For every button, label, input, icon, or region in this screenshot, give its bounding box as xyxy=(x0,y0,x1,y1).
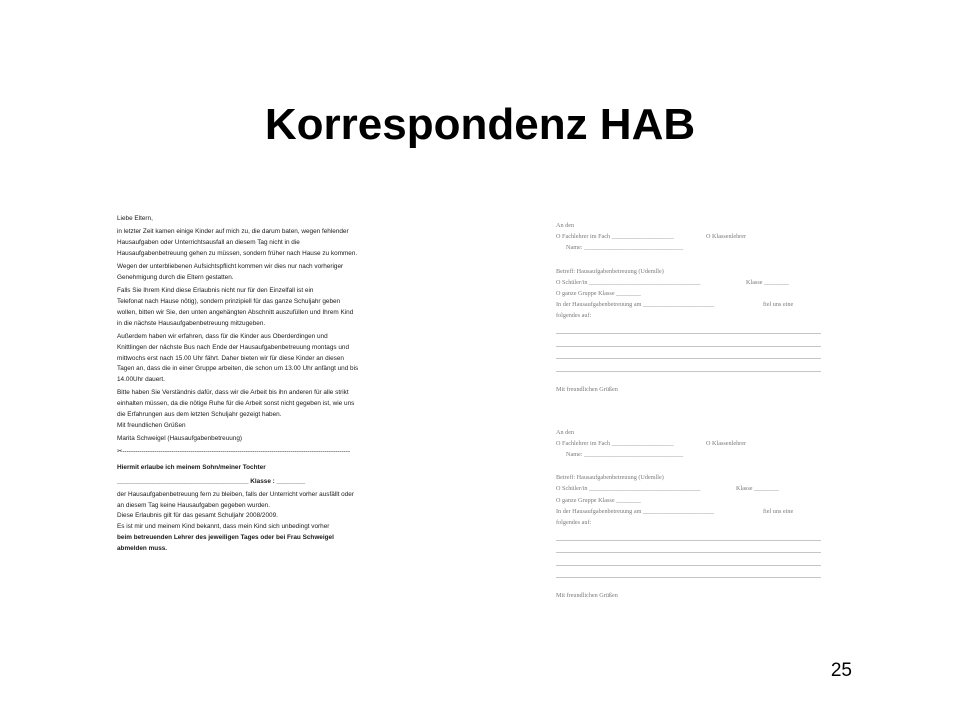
form-text-end: folgendes auf: xyxy=(556,519,592,526)
letter-line: Falls Sie Ihrem Kind diese Erlaubnis nicht nur für den Einzelfall ist ein xyxy=(117,287,314,295)
form-recipient-klasse: O Klassenlehrer xyxy=(706,233,747,241)
permit-line: an diesem Tag keine Hausaufgaben gegeben wurden. xyxy=(117,501,271,509)
form-recipient-row xyxy=(556,231,821,242)
letter-line: in letzter Zeit kamen einige Kinder auf mich zu, die darum baten, wegen fehlender xyxy=(117,228,349,236)
permit-heading: Hiermit erlaube ich meinem Sohn/meiner Tochter xyxy=(117,464,266,472)
form-class-label: Klasse ________ xyxy=(746,278,789,286)
letter-line: 14.00Uhr dauert. xyxy=(117,376,165,384)
letter-line: wollen, bitten wir Sie, den unten angehängten Abschnitt auszufüllen und Ihrem Kind xyxy=(117,308,354,316)
permit-line: Es ist mir und meinem Kind bekannt, dass mein Kind sich unbedingt vorher xyxy=(117,523,330,531)
form-group: O ganze Gruppe Klasse ________ xyxy=(556,496,641,504)
form-text-row xyxy=(556,299,821,310)
form-betreff: Betreff: Hausaufgabenbetreuung (Udemlle) xyxy=(556,474,664,482)
feedback-form-bottom xyxy=(556,427,821,602)
form-name: Name: ________________________________ xyxy=(566,451,684,459)
form-text-start: In der Hausaufgabenbetreuung am _______________________ xyxy=(556,507,715,515)
letter-signature: Marita Schweigel (Hausaufgabenbetreuung) xyxy=(117,435,243,443)
form-write-line[interactable] xyxy=(556,566,821,579)
permit-line: abmelden muss. xyxy=(117,544,168,552)
form-recipient-fach: O Fachlehrer im Fach ____________________ xyxy=(556,233,674,241)
letter-line: Telefonat nach Hause nötig), sondern prinzipiell für das ganze Schuljahr geben xyxy=(117,298,341,306)
form-betreff: Betreff: Hausaufgabenbetreuung (Udemlle) xyxy=(556,267,664,275)
form-student: O Schüler/in ____________________________________ xyxy=(556,485,701,493)
form-to: An den xyxy=(556,428,575,436)
form-write-line[interactable] xyxy=(556,541,821,554)
feedback-forms xyxy=(556,220,821,601)
form-write-line[interactable] xyxy=(556,553,821,566)
letter-line: einhalten müssen, da die nötige Ruhe für die Arbeit sonst nicht gegeben ist, wie uns xyxy=(117,400,355,408)
form-recipient-row xyxy=(556,438,821,449)
letter-line: Knittlingen der nächste Bus nach Ende der Hausaufgabenbetreuung montags und xyxy=(117,343,350,351)
form-name: Name: ________________________________ xyxy=(566,244,684,252)
form-text-mid: fiel uns eine xyxy=(763,507,794,515)
form-to: An den xyxy=(556,222,575,229)
letter-line: Bitte haben Sie Verständnis dafür, dass wir die Arbeit bis ihn anderen für alle strikt xyxy=(117,389,349,397)
page-number: 25 xyxy=(830,660,852,681)
form-recipient-fach: O Fachlehrer im Fach ____________________ xyxy=(556,439,674,447)
form-write-line[interactable] xyxy=(556,359,821,372)
form-group: O ganze Gruppe Klasse ________ xyxy=(556,289,641,297)
letter-line: Genehmigung durch die Eltern gestatten. xyxy=(117,273,234,281)
letter-line: Außerdem haben wir erfahren, dass für die Kinder aus Oberderdingen und xyxy=(117,332,328,340)
name-class-line: _____________________________________ Klasse : ________ xyxy=(117,477,305,485)
form-write-line[interactable] xyxy=(556,334,821,347)
form-student-row xyxy=(556,277,821,288)
form-class-label: Klasse ________ xyxy=(736,485,779,493)
form-text-start: In der Hausaufgabenbetreuung am _______________________ xyxy=(556,301,715,309)
slide-title: Korrespondenz HAB xyxy=(264,100,696,149)
cut-line: ✂----------------------------------------------------------------------------------------------------------- xyxy=(117,448,351,456)
feedback-form-top xyxy=(556,220,821,395)
letter-line: Hausaufgabenbetreuung gehen zu müssen, sondern früher nach Hause zu kommen. xyxy=(117,249,358,257)
form-closing: Mit freundlichen Grüßen xyxy=(556,385,618,393)
letter-line: Tagen an, dass die in einer Gruppe arbeiten, die schon um 13.00 Uhr anfängt und bis xyxy=(117,365,359,373)
form-write-line[interactable] xyxy=(556,528,821,541)
form-text-row xyxy=(556,506,821,517)
form-text-end: folgendes auf: xyxy=(556,312,592,320)
letter-closing: Mit freundlichen Grüßen xyxy=(117,421,186,429)
letter-line: Hausaufgaben oder Unterrichtsausfall an diesem Tag nicht in die xyxy=(117,239,300,247)
form-student-row xyxy=(556,483,821,494)
parent-letter xyxy=(117,214,402,555)
form-recipient-klasse: O Klassenlehrer xyxy=(706,439,747,447)
permit-line: der Hausaufgabenbetreuung fern zu bleiben, falls der Unterricht vorher ausfällt oder xyxy=(117,490,354,498)
letter-line: mittwochs erst nach 15.00 Uhr fährt. Daher bieten wir für diese Kinder an diesen xyxy=(117,354,344,362)
permit-line: Diese Erlaubnis gilt für das gesamt Schuljahr 2008/2009. xyxy=(117,512,278,520)
form-closing: Mit freundlichen Grüßen xyxy=(556,592,618,600)
letter-line: in die nächste Hausaufgabenbetreuung mitzugeben. xyxy=(117,319,266,327)
form-write-line[interactable] xyxy=(556,347,821,360)
letter-greeting: Liebe Eltern, xyxy=(117,215,153,222)
form-write-line[interactable] xyxy=(556,322,821,335)
letter-line: Wegen der unterbliebenen Aufsichtspflicht kommen wir dies nur nach vorheriger xyxy=(117,263,344,271)
form-text-mid: fiel uns eine xyxy=(763,301,794,309)
letter-line: die Erfahrungen aus dem letzten Schuljahr gezeigt haben. xyxy=(117,411,282,419)
form-student: O Schüler/in ____________________________________ xyxy=(556,278,701,286)
permit-line: beim betreuenden Lehrer des jeweiligen Tages oder bei Frau Schweigel xyxy=(117,534,334,542)
